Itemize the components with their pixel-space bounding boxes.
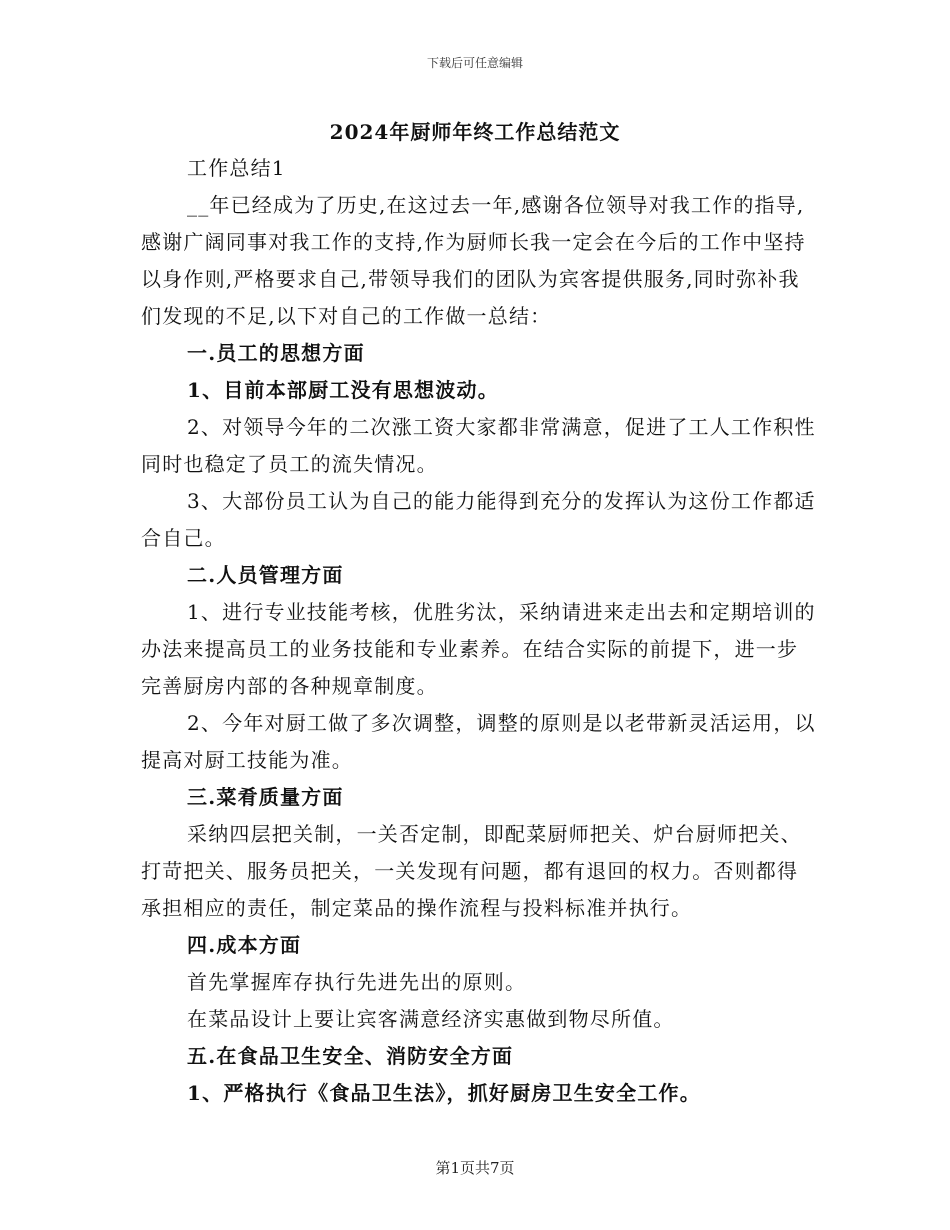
paragraph: __年已经成为了历史,在这过去一年,感谢各位领导对我工作的指导,感谢广阔同事对我工作的支持,作为厨师长我一定会在今后的工作中坚持以身作则,严格要求自己,带领导我们的团队为宾客提供服务,同时弥补我们发现的不足,以下对自己的工作做一总结：	[141, 193, 806, 328]
header-note: 下载后可任意编辑	[426, 56, 523, 70]
paragraph: 工作总结1	[187, 156, 286, 180]
page-number: 第1页共7页	[435, 1159, 515, 1177]
section-heading: 三.菜肴质量方面	[187, 785, 344, 809]
document-title: 2024年厨师年终工作总结范文	[329, 120, 621, 144]
paragraph: 2、今年对厨工做了多次调整，调整的原则是以老带新灵活运用，以提高对厨工技能为准。	[141, 711, 816, 772]
section-heading: 一.员工的思想方面	[187, 341, 365, 365]
paragraph: 1、进行专业技能考核，优胜劣汰，采纳请进来走出去和定期培训的办法来提高员工的业务技能和专业素养。在结合实际的前提下，进一步完善厨房内部的各种规章制度。	[141, 600, 816, 698]
paragraph: 2、对领导今年的二次涨工资大家都非常满意，促进了工人工作积性同时也稳定了员工的流失情况。	[141, 415, 816, 476]
paragraph: 在菜品设计上要让宾客满意经济实惠做到物尽所值。	[187, 1007, 675, 1031]
paragraph: 首先掌握库存执行先进先出的原则。	[187, 970, 527, 994]
section-heading: 二.人员管理方面	[187, 563, 344, 587]
paragraph: 1、目前本部厨工没有思想波动。	[187, 378, 499, 402]
paragraph: 1、严格执行《食品卫生法》，抓好厨房卫生安全工作。	[187, 1081, 701, 1105]
section-heading: 五.在食品卫生安全、消防安全方面	[187, 1044, 514, 1068]
document-body	[141, 150, 816, 1112]
section-heading: 四.成本方面	[187, 933, 302, 957]
paragraph: 采纳四层把关制，一关否定制，即配菜厨师把关、炉台厨师把关、打苛把关、服务员把关，一关发现有问题，都有退回的权力。否则都得承担相应的责任，制定菜品的操作流程与投料标准并执行。	[141, 822, 802, 920]
paragraph: 3、大部份员工认为自己的能力能得到充分的发挥认为这份工作都适合自己。	[141, 489, 816, 550]
